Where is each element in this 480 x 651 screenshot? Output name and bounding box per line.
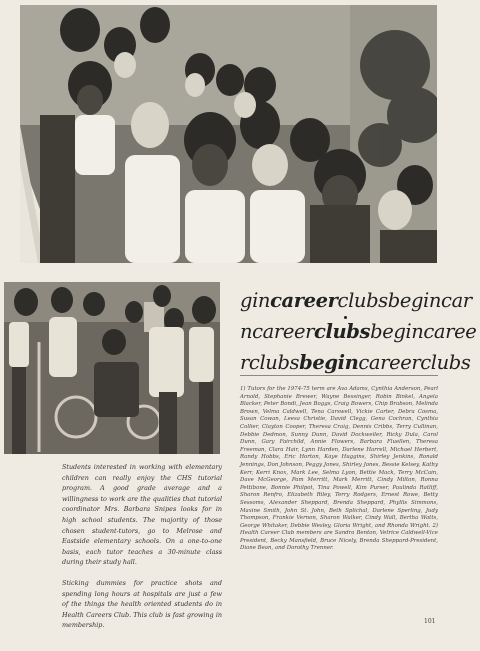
headline-line-3: rclubsbegincareerclubs	[240, 351, 471, 374]
caption-name-list: 1) Tutors for the 1974-75 term are Ava Adams, Cynthia Anderson, Pearl Arnold, Stephanie Brewer, Wayne Bessinger, Robin Binkel, Angela Blacker, Peter Bondi, Jean Boggs, Craig Bowers, Chip Brabson, Melinda Brown, Velma Caldwell, Tena Carswell, Vickie Carter, Debra Cosma, Susan Cowan, Leesa Christie, David Clegg, Gena Cochran, Cynthia Collier, Clayton Cooper, Theresa Craig, Dennis Cribbs, Terry Cullinan, Debbie Dedmon, Sunny Dunn, David Dockweiler, Ricky Dula, Carol Dunn, Gary Fairchild, Annie Flowers, Barbara Fluellen, Theresa Freeman, Clara Hair, Lynn Harden, Darlene Harrell, Michael Herbert, Randy Hobbs, Eric Horton, Kaye Huggins, Shirley Jenkins, Ronald Jennings, Don Johnson, Peggy Jones, Shirley Jones, Bessie Kelsey, Kathy Kerr, Kerri Knox, Mark Lee, Selma Lyon, Bettie Mack, Terry McCain, Dave McGeorge, Pam Merritt, Mark Merritt, Cindy Milton, Ronna Pettibone, Bonnie Philpot, Tina Powell, Kim Purser, Paulinda Ratliff, Sharon Renfro, Elizabeth Riley, Terry Rodgers, Ernest Rowe, Betty Sessoms, Alexander Sheppard, Brenda Sheppard, Phyllis Simmons, Maxine Smith, John St. John, Beth Splichal, Darlene Sperling, Judy Thompson, Frankie Vernon, Sharon Walker, Cindy Wall, Bertha Watts, George Whitaker, Debbie Wesley, Gloria Wright, and Rhonda Wright. 2) Health Career Club members are Sandra Benton, Vetrice Caldwell-Vice President, Becky Mansfield, Bruce Nicely, Brenda Sheppard-President, Diane Bean, and Dorothy Trenner.	[240, 386, 438, 552]
page-number: 101	[424, 618, 436, 625]
headline-line-2: ncareerclubsbegincaree	[240, 320, 477, 343]
caption-tutorial-paragraph: Students interested in working with elementary children can really enjoy the CHS tutorial program. A good grade average and a willingness to work are the qualities that tutorial coordinator Mrs. Barbara Snipes looks for in high school students. The majority of those chosen student-tutors, go to Melrose and Eastside elementary schools. On a one-to-one basis, each tutor teaches a 30-minute class during their study hall.	[62, 463, 222, 567]
tutors-group-photo	[20, 5, 437, 263]
headline-rule	[240, 375, 438, 376]
headline-bullet	[344, 316, 347, 319]
health-careers-club-photo	[4, 282, 220, 454]
headline-line-1: gincareerclubsbegincar	[240, 289, 472, 312]
caption-left	[62, 462, 222, 641]
caption-health-careers-paragraph: Sticking dummies for practice shots and spending long hours at hospitals are just a few of the things the health oriented students do in Health Careers Club. This club is fast growing in membership.	[62, 578, 222, 630]
